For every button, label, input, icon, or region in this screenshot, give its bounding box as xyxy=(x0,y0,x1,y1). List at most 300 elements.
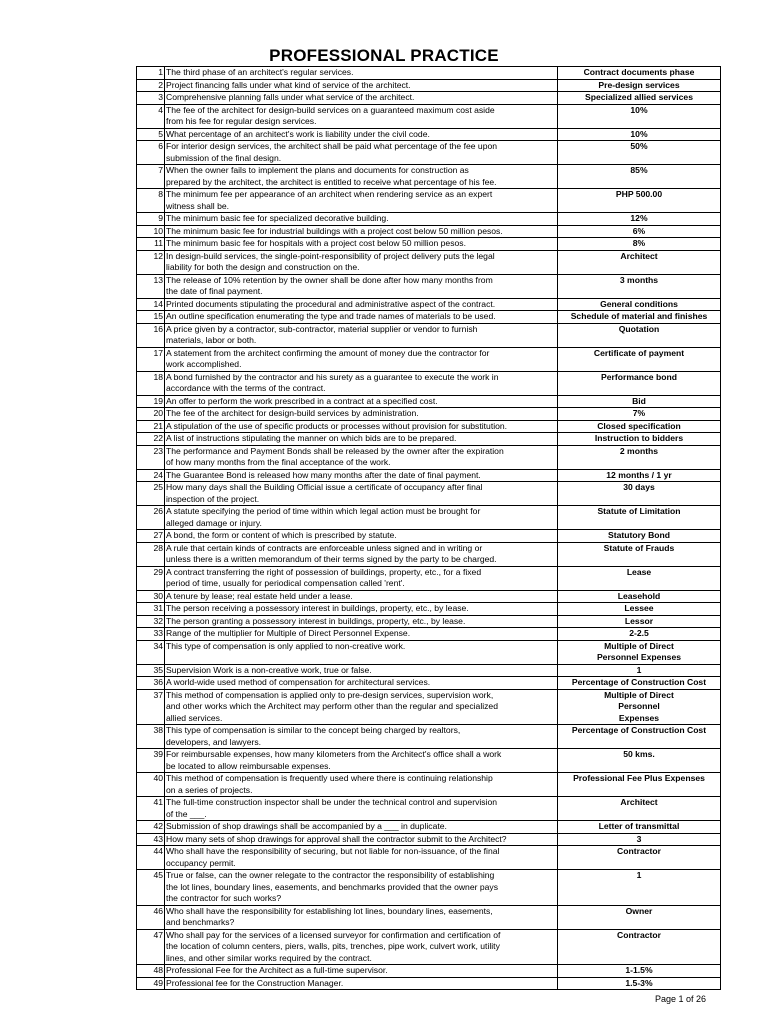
question-line: A rule that certain kinds of contracts are enforceable unless signed and in writing or xyxy=(166,542,483,553)
question-number: 16 xyxy=(137,323,165,347)
question-line: A statute specifying the period of time within which legal action must be brought for xyxy=(166,506,481,516)
question-line: The person granting a possessory interest in buildings, property, etc., by lease. xyxy=(166,615,466,626)
answer-line: Architect xyxy=(620,797,658,807)
table-row xyxy=(137,165,721,189)
answer-line: 1 xyxy=(636,870,642,880)
question-text xyxy=(165,846,558,870)
question-line: How many sets of shop drawings for approval shall the contractor submit to the Architect? xyxy=(166,833,507,844)
question-number: 45 xyxy=(137,870,165,906)
question-line: of how many months from the final acceptance of the work. xyxy=(166,457,391,467)
question-number: 8 xyxy=(137,189,165,213)
question-number: 7 xyxy=(137,165,165,189)
question-number: 48 xyxy=(137,965,165,978)
answer-text xyxy=(558,445,721,469)
question-text xyxy=(165,821,558,834)
question-number: 9 xyxy=(137,213,165,226)
question-text xyxy=(165,433,558,446)
table-row xyxy=(137,749,721,773)
question-line: materials, labor or both. xyxy=(166,335,257,345)
question-number: 21 xyxy=(137,420,165,433)
question-number: 32 xyxy=(137,615,165,628)
answer-text xyxy=(558,677,721,690)
question-number: 31 xyxy=(137,603,165,616)
table-row xyxy=(137,590,721,603)
answer-text xyxy=(558,225,721,238)
answer-text xyxy=(558,749,721,773)
answer-text xyxy=(558,274,721,298)
question-line: For reimbursable expenses, how many kilometers from the Architect's office shall a work xyxy=(166,749,502,759)
answer-line: Instruction to bidders xyxy=(594,433,684,443)
question-number: 40 xyxy=(137,773,165,797)
table-row xyxy=(137,833,721,846)
table-row xyxy=(137,347,721,371)
answer-text xyxy=(558,846,721,870)
question-number: 27 xyxy=(137,530,165,543)
answer-line: Personnel xyxy=(618,701,660,711)
question-line: A price given by a contractor, sub-contractor, material supplier or vendor to furnish xyxy=(166,323,478,334)
answer-line: 1.5-3% xyxy=(625,977,653,988)
question-line: The Guarantee Bond is released how many months after the date of final payment. xyxy=(166,469,481,480)
table-row xyxy=(137,870,721,906)
question-line: unless there is a written memorandum of their terms signed by the party to be charged. xyxy=(166,554,497,564)
answer-line: Certificate of payment xyxy=(593,347,685,358)
answer-text xyxy=(558,408,721,421)
answer-line: Expenses xyxy=(618,712,660,723)
answer-text xyxy=(558,250,721,274)
table-row xyxy=(137,104,721,128)
answer-line: Quotation xyxy=(618,323,660,334)
answer-text xyxy=(558,298,721,311)
table-row xyxy=(137,905,721,929)
question-text xyxy=(165,311,558,324)
question-text xyxy=(165,615,558,628)
question-text xyxy=(165,603,558,616)
answer-line: General conditions xyxy=(600,298,678,309)
question-text xyxy=(165,929,558,965)
answer-text xyxy=(558,238,721,251)
answer-line: 3 months xyxy=(619,274,659,285)
question-line: The fee of the architect for design-build services on a guaranteed maximum cost aside xyxy=(166,104,495,115)
question-line: the contractor for such works? xyxy=(166,893,282,903)
question-number: 18 xyxy=(137,371,165,395)
answer-line: 12 months / 1 yr xyxy=(606,469,672,480)
table-row xyxy=(137,506,721,530)
question-number: 25 xyxy=(137,482,165,506)
answer-text xyxy=(558,141,721,165)
question-text xyxy=(165,347,558,371)
question-line: inspection of the project. xyxy=(166,493,260,504)
question-line: This method of compensation is applied only to pre-design services, supervision work, xyxy=(166,689,494,700)
question-line: In design-build services, the single-point-responsibility of project delivery puts the legal xyxy=(166,250,495,261)
answer-line: 50% xyxy=(630,141,648,151)
question-line: How many days shall the Building Official issue a certificate of occupancy after final xyxy=(166,482,483,492)
question-number: 14 xyxy=(137,298,165,311)
question-number: 13 xyxy=(137,274,165,298)
question-text xyxy=(165,141,558,165)
table-row xyxy=(137,213,721,226)
question-line: Comprehensive planning falls under what service of the architect. xyxy=(166,92,415,102)
table-row xyxy=(137,79,721,92)
answer-line: Lessor xyxy=(624,615,654,626)
question-line: Professional fee for the Construction Manager. xyxy=(166,977,344,988)
table-row xyxy=(137,797,721,821)
question-text xyxy=(165,92,558,105)
table-row xyxy=(137,929,721,965)
question-text xyxy=(165,238,558,251)
table-row xyxy=(137,689,721,725)
question-line: A bond furnished by the contractor and his surety as a guarantee to execute the work in xyxy=(166,371,499,382)
answer-text xyxy=(558,67,721,80)
answer-line: 2 months xyxy=(619,445,659,456)
answer-text xyxy=(558,689,721,725)
question-text xyxy=(165,664,558,677)
question-line: the location of column centers, piers, walls, pits, trenches, pipe work, culvert work, utility xyxy=(166,941,500,951)
question-text xyxy=(165,977,558,990)
question-line: This type of compensation is only applied to non-creative work. xyxy=(166,640,406,651)
question-number: 36 xyxy=(137,677,165,690)
question-line: work accomplished. xyxy=(166,359,242,369)
question-text xyxy=(165,79,558,92)
question-text xyxy=(165,965,558,978)
table-row xyxy=(137,482,721,506)
question-line: submission of the final design. xyxy=(166,152,282,163)
question-line: and benchmarks? xyxy=(166,917,235,927)
question-text xyxy=(165,445,558,469)
question-line: A tenure by lease; real estate held under a lease. xyxy=(166,590,353,601)
question-text xyxy=(165,833,558,846)
answer-line: Leasehold xyxy=(617,590,661,601)
answer-text xyxy=(558,189,721,213)
question-line: This type of compensation is similar to the concept being charged by realtors, xyxy=(166,725,461,735)
table-row xyxy=(137,566,721,590)
question-line: The performance and Payment Bonds shall be released by the owner after the expiration xyxy=(166,445,504,456)
table-row xyxy=(137,542,721,566)
table-row xyxy=(137,128,721,141)
question-line: Printed documents stipulating the procedural and administrative aspect of the contract. xyxy=(166,298,496,309)
question-number: 11 xyxy=(137,238,165,251)
answer-text xyxy=(558,603,721,616)
answer-line: 1-1.5% xyxy=(625,965,653,975)
answer-line: Contractor xyxy=(617,846,661,856)
answer-text xyxy=(558,530,721,543)
answer-line: 30 days xyxy=(623,482,655,492)
table-row xyxy=(137,664,721,677)
answer-line: 2-2.5 xyxy=(629,628,649,638)
question-line: When the owner fails to implement the plans and documents for construction as xyxy=(166,165,469,175)
question-text xyxy=(165,640,558,664)
question-line: Supervision Work is a non-creative work, true or false. xyxy=(166,664,372,675)
table-row xyxy=(137,311,721,324)
answer-line: Pre-design services xyxy=(598,79,680,90)
question-text xyxy=(165,870,558,906)
question-number: 38 xyxy=(137,725,165,749)
answer-text xyxy=(558,433,721,446)
question-text xyxy=(165,104,558,128)
question-line: on a series of projects. xyxy=(166,784,253,795)
question-text xyxy=(165,469,558,482)
answer-line: PHP 500.00 xyxy=(615,189,663,199)
question-text xyxy=(165,677,558,690)
question-number: 22 xyxy=(137,433,165,446)
answer-text xyxy=(558,725,721,749)
question-number: 35 xyxy=(137,664,165,677)
table-row xyxy=(137,92,721,105)
answer-text xyxy=(558,628,721,641)
answer-line: 50 kms. xyxy=(623,749,655,759)
question-line: the date of final payment. xyxy=(166,286,263,296)
question-line: and other works which the Architect may perform other than the regular and specialized xyxy=(166,701,498,711)
answer-line: Statute of Limitation xyxy=(597,506,681,516)
answer-line: 3 xyxy=(636,833,642,844)
question-line: Submission of shop drawings shall be accompanied by a ___ in duplicate. xyxy=(166,821,447,831)
answer-line: Statutory Bond xyxy=(607,530,671,540)
page-footer: Page 1 of 26 xyxy=(654,994,706,1004)
table-row xyxy=(137,603,721,616)
question-number: 1 xyxy=(137,67,165,80)
question-text xyxy=(165,773,558,797)
page-title: PROFESSIONAL PRACTICE xyxy=(269,46,499,65)
answer-text xyxy=(558,79,721,92)
answer-text xyxy=(558,506,721,530)
question-text xyxy=(165,395,558,408)
question-line: prepared by the architect, the architect is entitled to receive what percentage of his fee. xyxy=(166,176,497,187)
answer-line: Performance bond xyxy=(601,371,677,382)
answer-line: Schedule of material and finishes xyxy=(570,311,708,321)
answer-line: Lease xyxy=(626,566,652,577)
question-text xyxy=(165,128,558,141)
question-line: The minimum basic fee for hospitals with a project cost below 50 million pesos. xyxy=(166,238,466,248)
table-row xyxy=(137,469,721,482)
question-line: A contract transferring the right of possession of buildings, property, etc., for a fixed xyxy=(166,566,482,577)
question-number: 3 xyxy=(137,92,165,105)
answer-line: Closed specification xyxy=(597,420,681,431)
question-text xyxy=(165,298,558,311)
table-row xyxy=(137,433,721,446)
answer-line: 8% xyxy=(632,238,646,248)
table-row xyxy=(137,445,721,469)
table-row xyxy=(137,189,721,213)
question-text xyxy=(165,506,558,530)
answer-line: Professional Fee Plus Expenses xyxy=(573,773,705,783)
question-number: 29 xyxy=(137,566,165,590)
question-line: accordance with the terms of the contract. xyxy=(166,383,326,393)
table-row xyxy=(137,821,721,834)
question-line: An offer to perform the work prescribed in a contract at a specified cost. xyxy=(166,395,438,406)
answer-line: 7% xyxy=(632,408,646,418)
question-line: liability for both the design and construction on the. xyxy=(166,262,360,272)
question-text xyxy=(165,250,558,274)
question-line: A statement from the architect confirming the amount of money due the contractor for xyxy=(166,347,490,358)
answer-text xyxy=(558,977,721,990)
question-text xyxy=(165,725,558,749)
table-row xyxy=(137,977,721,990)
answer-line: 1 xyxy=(636,664,642,675)
question-line: The minimum fee per appearance of an architect when rendering service as an expert xyxy=(166,189,493,199)
answer-text xyxy=(558,213,721,226)
answer-line: Multiple of Direct xyxy=(604,689,674,700)
question-line: An outline specification enumerating the type and trade names of materials to be used. xyxy=(166,311,496,321)
question-text xyxy=(165,408,558,421)
question-number: 46 xyxy=(137,905,165,929)
table-row xyxy=(137,640,721,664)
question-line: period of time, usually for periodical compensation called 'rent'. xyxy=(166,578,405,588)
question-line: What percentage of an architect's work is liability under the civil code. xyxy=(166,128,430,139)
question-line: True or false, can the owner relegate to the contractor the responsibility of establishing xyxy=(166,870,495,880)
answer-text xyxy=(558,905,721,929)
answer-text xyxy=(558,590,721,603)
question-number: 17 xyxy=(137,347,165,371)
table-row xyxy=(137,408,721,421)
table-row xyxy=(137,773,721,797)
question-number: 6 xyxy=(137,141,165,165)
question-line: allied services. xyxy=(166,712,223,723)
question-number: 19 xyxy=(137,395,165,408)
answer-text xyxy=(558,165,721,189)
question-line: from his fee for regular design services. xyxy=(166,116,317,126)
answer-text xyxy=(558,469,721,482)
question-number: 10 xyxy=(137,225,165,238)
answer-text xyxy=(558,833,721,846)
answer-text xyxy=(558,664,721,677)
question-number: 15 xyxy=(137,311,165,324)
question-line: The minimum basic fee for specialized decorative building. xyxy=(166,213,389,223)
question-line: be located to allow reimbursable expenses. xyxy=(166,760,331,771)
question-text xyxy=(165,165,558,189)
answer-text xyxy=(558,929,721,965)
question-number: 12 xyxy=(137,250,165,274)
answer-text xyxy=(558,420,721,433)
table-row xyxy=(137,965,721,978)
answer-line: Multiple of Direct xyxy=(604,640,674,651)
answer-text xyxy=(558,965,721,978)
question-number: 26 xyxy=(137,506,165,530)
answer-text xyxy=(558,395,721,408)
question-number: 47 xyxy=(137,929,165,965)
question-text xyxy=(165,797,558,821)
question-line: Who shall have the responsibility for establishing lot lines, boundary lines, easements, xyxy=(166,905,493,916)
question-line: Project financing falls under what kind of service of the architect. xyxy=(166,79,411,90)
question-number: 2 xyxy=(137,79,165,92)
question-text xyxy=(165,323,558,347)
question-line: The release of 10% retention by the owner shall be done after how many months from xyxy=(166,274,493,285)
table-row xyxy=(137,420,721,433)
answer-line: Personnel Expenses xyxy=(596,652,682,662)
table-row xyxy=(137,395,721,408)
question-text xyxy=(165,213,558,226)
question-number: 49 xyxy=(137,977,165,990)
table-row xyxy=(137,225,721,238)
answer-text xyxy=(558,640,721,664)
answer-line: Letter of transmittal xyxy=(598,821,680,831)
answer-line: Lessee xyxy=(624,603,654,613)
question-line: A world-wide used method of compensation for architectural services. xyxy=(166,677,431,687)
question-text xyxy=(165,530,558,543)
answer-text xyxy=(558,821,721,834)
question-number: 5 xyxy=(137,128,165,141)
answer-text xyxy=(558,870,721,906)
table-row xyxy=(137,298,721,311)
table-row xyxy=(137,274,721,298)
table-row xyxy=(137,141,721,165)
question-text xyxy=(165,189,558,213)
question-number: 37 xyxy=(137,689,165,725)
answer-line: Percentage of Construction Cost xyxy=(571,677,707,687)
question-line: lines, and other similar works required by the contract. xyxy=(166,952,372,963)
question-number: 4 xyxy=(137,104,165,128)
answer-text xyxy=(558,128,721,141)
table-row xyxy=(137,371,721,395)
question-number: 20 xyxy=(137,408,165,421)
answer-text xyxy=(558,311,721,324)
answer-line: Statute of Frauds xyxy=(603,542,675,553)
question-text xyxy=(165,482,558,506)
question-line: The third phase of an architect's regular services. xyxy=(166,67,354,77)
answer-text xyxy=(558,542,721,566)
question-number: 34 xyxy=(137,640,165,664)
question-number: 42 xyxy=(137,821,165,834)
question-text xyxy=(165,590,558,603)
question-text xyxy=(165,905,558,929)
question-text xyxy=(165,371,558,395)
answer-text xyxy=(558,371,721,395)
question-number: 41 xyxy=(137,797,165,821)
question-line: the lot lines, boundary lines, easements, and benchmarks provided that the owner pays xyxy=(166,881,499,892)
question-number: 24 xyxy=(137,469,165,482)
table-row xyxy=(137,250,721,274)
question-line: The fee of the architect for design-build services by administration. xyxy=(166,408,419,418)
question-text xyxy=(165,67,558,80)
answer-line: 10% xyxy=(630,104,648,115)
question-text xyxy=(165,225,558,238)
questions-table xyxy=(136,66,721,990)
table-row xyxy=(137,238,721,251)
question-text xyxy=(165,566,558,590)
question-line: A list of instructions stipulating the manner on which bids are to be prepared. xyxy=(166,433,457,443)
question-text xyxy=(165,420,558,433)
table-row xyxy=(137,530,721,543)
question-line: This method of compensation is frequently used where there is continuing relationship xyxy=(166,773,493,783)
question-number: 39 xyxy=(137,749,165,773)
answer-line: Bid xyxy=(632,395,646,406)
question-number: 43 xyxy=(137,833,165,846)
question-line: For interior design services, the architect shall be paid what percentage of the fee upon xyxy=(166,141,498,151)
question-number: 44 xyxy=(137,846,165,870)
answer-text xyxy=(558,797,721,821)
answer-line: 85% xyxy=(630,165,648,175)
question-line: occupancy permit. xyxy=(166,857,236,868)
question-line: The person receiving a possessory interest in buildings, property, etc., by lease. xyxy=(166,603,469,613)
answer-text xyxy=(558,323,721,347)
question-line: alleged damage or injury. xyxy=(166,517,262,528)
question-text xyxy=(165,749,558,773)
answer-line: Percentage of Construction Cost xyxy=(571,725,707,735)
question-line: A stipulation of the use of specific products or processes without provision for substitution. xyxy=(166,420,508,431)
table-row xyxy=(137,615,721,628)
answer-text xyxy=(558,773,721,797)
question-line: of the ___. xyxy=(166,808,207,819)
question-line: Range of the multiplier for Multiple of Direct Personnel Expense. xyxy=(166,628,411,638)
question-line: developers, and lawyers. xyxy=(166,736,262,747)
question-text xyxy=(165,689,558,725)
question-number: 28 xyxy=(137,542,165,566)
table-row xyxy=(137,846,721,870)
table-row xyxy=(137,67,721,80)
question-line: Who shall have the responsibility of securing, but not liable for non-issuance, of the final xyxy=(166,846,500,856)
question-text xyxy=(165,274,558,298)
answer-line: Architect xyxy=(620,250,658,261)
answer-line: Owner xyxy=(625,905,653,916)
table-row xyxy=(137,677,721,690)
